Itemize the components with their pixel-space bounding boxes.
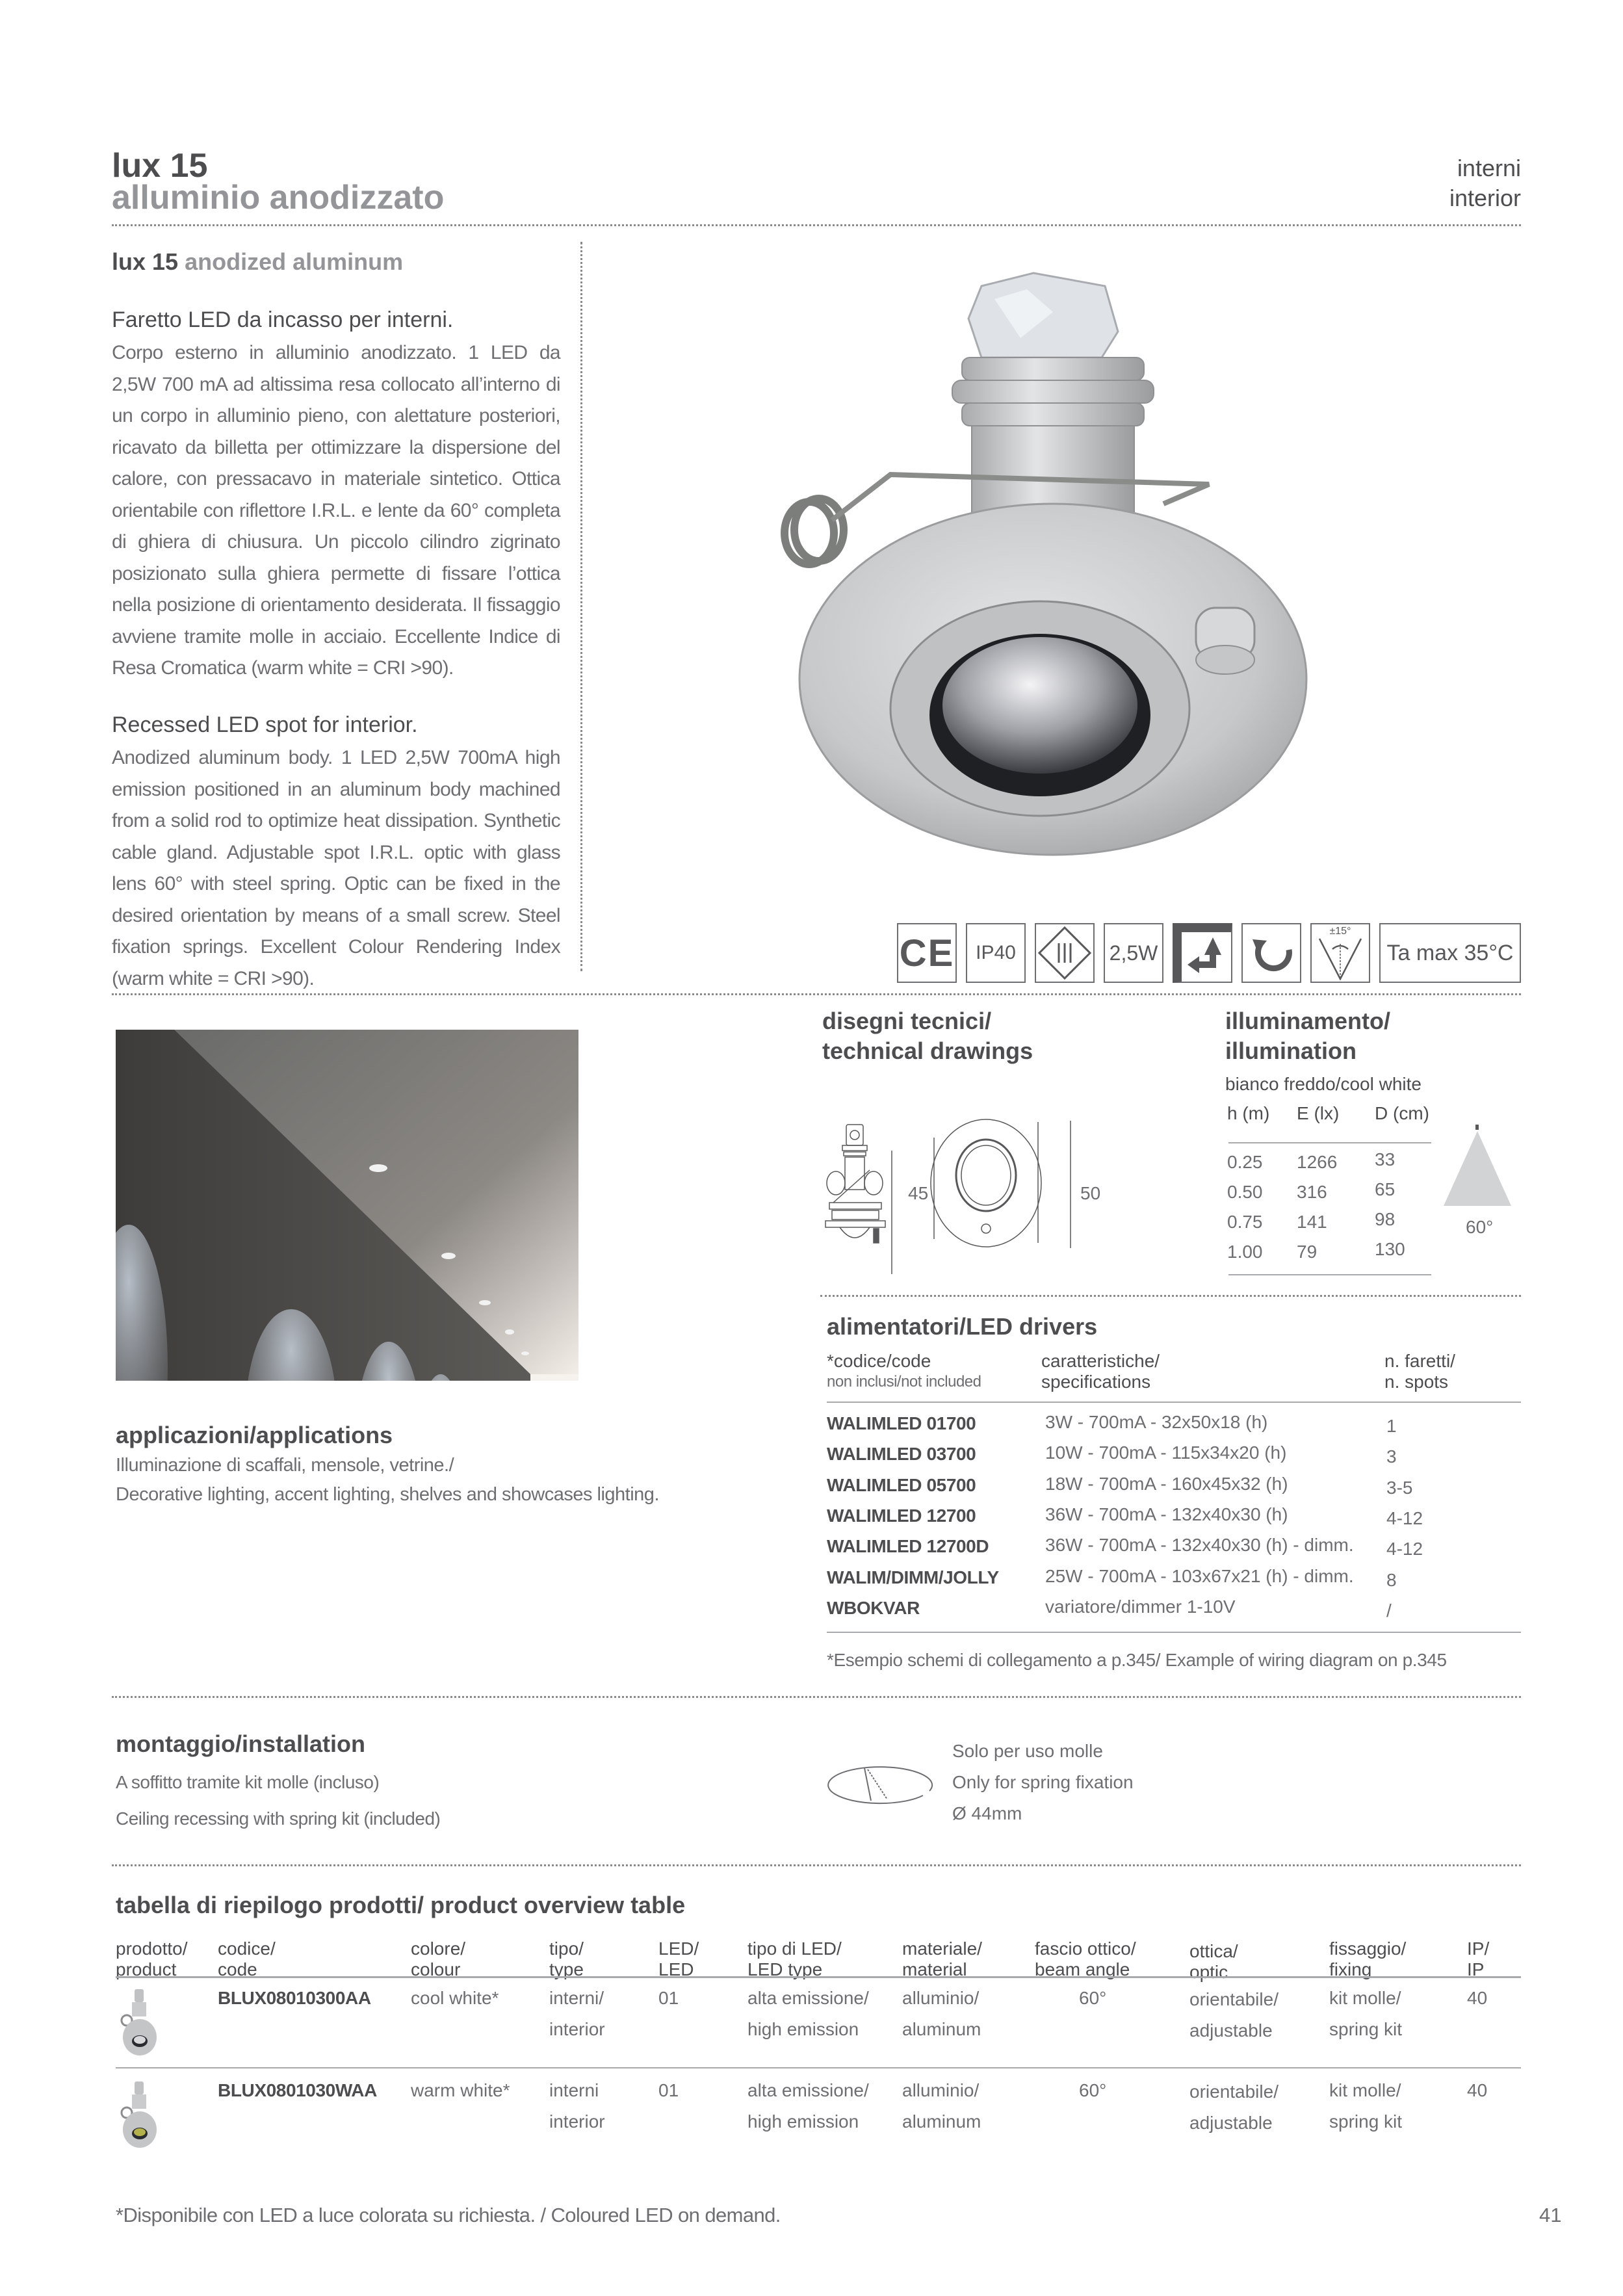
product-material-line: alluminio/	[902, 2080, 980, 2100]
product-material	[902, 2075, 981, 2137]
illum-illuminance: 79	[1297, 1242, 1318, 1262]
ambient-temp-icon: Ta max 35°C	[1379, 923, 1521, 983]
illum-diameter: 130	[1375, 1239, 1405, 1259]
beam-angle-label: 60°	[1466, 1217, 1494, 1237]
applications-line-en: Decorative lighting, accent lighting, shelves and showcases lighting.	[116, 1484, 659, 1505]
product-optic-line: adjustable	[1189, 2113, 1273, 2133]
driver-spots: 3-5	[1386, 1477, 1413, 1498]
overview-col-label: LED/	[658, 1938, 699, 1959]
driver-code: WBOKVAR	[827, 1597, 920, 1618]
illum-header-rule	[1228, 1142, 1431, 1143]
driver-spec: variatore/dimmer 1-10V	[1045, 1596, 1236, 1617]
application-photo	[116, 1030, 578, 1381]
illum-col-d: D (cm)	[1375, 1103, 1429, 1123]
drivers-footer-rule	[827, 1632, 1521, 1633]
cutout-diameter: Ø 44mm	[952, 1803, 1022, 1823]
product-optic-line: adjustable	[1189, 2020, 1273, 2041]
overview-header-rule	[116, 1976, 1521, 1978]
overview-col-label: IP	[1467, 1959, 1485, 1979]
installation-line-en: Ceiling recessing with spring kit (included)	[116, 1808, 441, 1829]
footer-note: *Disponibile con LED a luce colorata su richiesta. / Coloured LED on demand.	[116, 2204, 781, 2226]
product-fixing	[1329, 2075, 1402, 2137]
installation-line-it: A soffitto tramite kit molle (incluso)	[116, 1772, 380, 1792]
ce-mark-icon: CE	[897, 923, 957, 983]
driver-spots: 1	[1386, 1416, 1397, 1436]
dimension-diameter: 50	[1080, 1183, 1101, 1203]
driver-code: WALIMLED 03700	[827, 1444, 976, 1465]
class-iii-icon	[1035, 923, 1095, 983]
drivers-header-rule	[827, 1402, 1521, 1403]
product-ip: 40	[1467, 2080, 1488, 2100]
overview-col-led	[658, 1938, 699, 1980]
product-beam-angle: 60°	[1079, 1988, 1107, 2008]
recessed-ceiling-icon	[1173, 923, 1232, 983]
product-led-type-line: alta emissione/	[747, 2080, 869, 2100]
overview-col-label: optic	[1189, 1962, 1228, 1982]
applications-title: applicazioni/applications	[116, 1422, 393, 1448]
overview-col-label: type	[549, 1959, 584, 1979]
power-icon: 2,5W	[1104, 923, 1163, 983]
overview-col-label: material	[902, 1959, 967, 1979]
product-code: BLUX08010300AA	[218, 1988, 371, 2008]
illum-height: 0.75	[1227, 1212, 1263, 1232]
product-led-count: 01	[658, 1988, 679, 2008]
product-optic	[1189, 1984, 1279, 2046]
product-type-line: interior	[549, 2019, 605, 2039]
illumination-subtitle: bianco freddo/cool white	[1225, 1074, 1422, 1094]
spring-fixation-icon	[825, 1762, 942, 1807]
tilt-angle-icon: ±15°	[1310, 923, 1370, 983]
overview-divider	[112, 1864, 1521, 1866]
product-thumbnail	[119, 2079, 158, 2149]
driver-code: WALIMLED 12700D	[827, 1536, 989, 1557]
illum-diameter: 33	[1375, 1149, 1396, 1169]
overview-col-label: tipo di LED/	[747, 1938, 842, 1959]
illumination-title	[1225, 1006, 1390, 1066]
technical-drawing	[820, 1118, 1158, 1274]
overview-col-label: materiale/	[902, 1938, 982, 1959]
illum-footer-rule	[1228, 1274, 1431, 1275]
overview-col-label: prodotto/	[116, 1938, 188, 1959]
product-fixing	[1329, 1983, 1402, 2045]
installation-note-en: Only for spring fixation	[952, 1772, 1134, 1792]
category-it: interni	[1457, 155, 1521, 181]
driver-spec: 36W - 700mA - 132x40x30 (h) - dimm.	[1045, 1535, 1354, 1556]
overview-col-ip	[1467, 1938, 1489, 1980]
product-finish: alluminio anodizzato	[112, 179, 445, 216]
description-body-it: Corpo esterno in alluminio anodizzato. 1 LED da 2,5W 700 mA ad altissima resa collocato all’interno di un corpo in alluminio pieno, con alettature posteriori, ricavato da billetta per ottimizzare la dispersione del calore, con pressacavo in materiale sintetico. Ottica orientabile con riflettore I.R.L. e lente da 60° completa di ghiera di chiusura. Un piccolo cilindro zigrinato posizionato sulla ghiera permette di fissare l’ottica nella posizione di orientamento desiderata. Il fissaggio avviene tramite molle in acciaio. Eccellente Indice di Resa Cromatica (warm white = CRI >90).	[112, 342, 560, 679]
illum-diameter: 98	[1375, 1209, 1396, 1229]
subtitle-light: anodized aluminum	[185, 248, 404, 275]
driver-spec: 3W - 700mA - 32x50x18 (h)	[1045, 1412, 1268, 1432]
adjustable-rotation-icon	[1241, 923, 1301, 983]
product-colour: warm white*	[411, 2080, 510, 2100]
driver-spots: /	[1386, 1600, 1392, 1621]
product-led-type-line: alta emissione/	[747, 1988, 869, 2008]
illumination-title-it: illuminamento/	[1225, 1008, 1391, 1034]
overview-col-label: product	[116, 1959, 177, 1979]
overview-col-label: LED type	[747, 1959, 823, 1979]
driver-code: WALIMLED 12700	[827, 1505, 976, 1526]
overview-col-label: codice/	[218, 1938, 276, 1959]
overview-col-label: fascio ottico/	[1035, 1938, 1136, 1959]
illum-illuminance: 316	[1297, 1182, 1327, 1202]
overview-col-led-type	[747, 1938, 842, 1980]
drivers-col-spec-it: caratteristiche/	[1041, 1351, 1160, 1371]
drivers-title: alimentatori/LED drivers	[827, 1313, 1098, 1340]
overview-col-material	[902, 1938, 982, 1980]
overview-col-type	[549, 1938, 584, 1980]
overview-col-beam-angle	[1035, 1938, 1136, 1980]
drivers-col-spec	[1041, 1351, 1160, 1392]
product-type	[549, 1983, 605, 2045]
driver-spec: 10W - 700mA - 115x34x20 (h)	[1045, 1442, 1287, 1463]
product-material-line: aluminum	[902, 2111, 981, 2132]
driver-spec: 36W - 700mA - 132x40x30 (h)	[1045, 1504, 1288, 1524]
description-body-en: Anodized aluminum body. 1 LED 2,5W 700mA high emission positioned in an aluminum body machined from a solid rod to optimize heat dissipation. Synthetic cable gland. Adjustable spot I.R.L. optic with glass lens 60° with steel spring. Optic can be fixed in the desired orientation by means of a small screw. Steel fixation springs. Excellent Colour Rendering Index (warm white = CRI >90).	[112, 747, 560, 989]
technical-drawings-title	[822, 1006, 1033, 1066]
overview-col-label: LED	[658, 1959, 694, 1979]
illum-col-h: h (m)	[1227, 1103, 1270, 1123]
driver-code: WALIMLED 05700	[827, 1474, 976, 1495]
overview-col-colour	[411, 1938, 465, 1980]
driver-spec: 18W - 700mA - 160x45x32 (h)	[1045, 1473, 1288, 1494]
product-material-line: aluminum	[902, 2019, 981, 2039]
ip-rating-icon: IP40	[966, 923, 1026, 983]
description-heading-it: Faretto LED da incasso per interni.	[112, 307, 454, 332]
overview-col-label: fixing	[1329, 1959, 1372, 1979]
product-optic-line: orientabile/	[1189, 2081, 1279, 2102]
driver-spec: 25W - 700mA - 103x67x21 (h) - dimm.	[1045, 1565, 1354, 1586]
product-beam-angle: 60°	[1079, 2080, 1107, 2100]
overview-col-label: tipo/	[549, 1938, 584, 1959]
overview-col-fixing	[1329, 1938, 1406, 1980]
overview-col-label: fissaggio/	[1329, 1938, 1407, 1959]
product-fixing-line: spring kit	[1329, 2111, 1403, 2132]
driver-code: WALIMLED 01700	[827, 1413, 976, 1433]
drivers-col-code: *codice/code	[827, 1351, 931, 1371]
product-title: lux 15	[112, 147, 208, 185]
installation-note-it: Solo per uso molle	[952, 1741, 1103, 1761]
illum-height: 0.25	[1227, 1152, 1263, 1172]
driver-code: WALIM/DIMM/JOLLY	[827, 1567, 999, 1587]
overview-col-label: IP/	[1467, 1938, 1490, 1959]
illum-height: 1.00	[1227, 1242, 1263, 1262]
overview-col-label: colour	[411, 1959, 461, 1979]
product-subtitle	[112, 248, 403, 276]
driver-spots: 4-12	[1386, 1539, 1423, 1559]
illum-height: 0.50	[1227, 1182, 1263, 1202]
header-divider	[112, 224, 1521, 226]
product-fixing-line: kit molle/	[1329, 2080, 1401, 2100]
product-code: BLUX0801030WAA	[218, 2080, 377, 2100]
product-material	[902, 1983, 981, 2045]
installation-divider	[112, 1696, 1521, 1698]
driver-spots: 8	[1386, 1569, 1397, 1590]
drivers-col-spots	[1384, 1351, 1455, 1392]
applications-line-it: Illuminazione di scaffali, mensole, vetrine./	[116, 1455, 454, 1476]
illum-col-e: E (lx)	[1297, 1103, 1340, 1123]
product-material-line: alluminio/	[902, 1988, 980, 2008]
overview-col-code	[218, 1938, 276, 1980]
product-photo	[747, 260, 1332, 884]
overview-col-label: code	[218, 1959, 257, 1979]
product-thumbnail	[119, 1987, 158, 2057]
driver-spots: 3	[1386, 1446, 1397, 1467]
illum-illuminance: 141	[1297, 1212, 1327, 1232]
dimension-height: 45	[908, 1183, 929, 1203]
product-fixing-line: spring kit	[1329, 2019, 1403, 2039]
illum-diameter: 65	[1375, 1179, 1396, 1199]
overview-col-label: colore/	[411, 1938, 466, 1959]
technical-drawings-title-en: technical drawings	[822, 1037, 1033, 1064]
overview-row-rule	[116, 2067, 1521, 2068]
illumination-title-en: illumination	[1225, 1037, 1357, 1064]
product-optic-line: orientabile/	[1189, 1989, 1279, 2009]
drivers-col-code-note: non inclusi/not included	[827, 1373, 981, 1390]
overview-col-label: ottica/	[1189, 1941, 1238, 1961]
product-led-type-line: high emission	[747, 2111, 859, 2132]
beam-cone-icon	[1442, 1125, 1513, 1209]
overview-col-product	[116, 1938, 188, 1980]
illum-illuminance: 1266	[1297, 1152, 1338, 1172]
product-led-count: 01	[658, 2080, 679, 2100]
drivers-col-spots-en: n. spots	[1384, 1372, 1449, 1392]
overview-title: tabella di riepilogo prodotti/ product overview table	[116, 1892, 686, 1918]
installation-title: montaggio/installation	[116, 1730, 365, 1757]
product-colour: cool white*	[411, 1988, 499, 2008]
drivers-col-spec-en: specifications	[1041, 1372, 1151, 1392]
product-type-line: interni	[549, 2080, 599, 2100]
section-divider	[112, 993, 1521, 995]
product-type-line: interior	[549, 2111, 605, 2132]
product-fixing-line: kit molle/	[1329, 1988, 1401, 2008]
product-type-line: interni/	[549, 1988, 604, 2008]
illumination-divider	[820, 1295, 1521, 1297]
technical-drawings-title-it: disegni tecnici/	[822, 1008, 992, 1034]
product-led-type-line: high emission	[747, 2019, 859, 2039]
column-divider	[580, 242, 582, 971]
drivers-col-spots-it: n. faretti/	[1384, 1351, 1455, 1371]
product-type	[549, 2075, 605, 2137]
drivers-note: *Esempio schemi di collegamento a p.345/ Example of wiring diagram on p.345	[827, 1650, 1447, 1670]
page-number: 41	[1539, 2204, 1562, 2226]
product-led-type	[747, 1983, 869, 2045]
description-heading-en: Recessed LED spot for interior.	[112, 712, 418, 737]
product-optic	[1189, 2076, 1279, 2139]
driver-spots: 4-12	[1386, 1507, 1423, 1528]
product-ip: 40	[1467, 1988, 1488, 2008]
product-led-type	[747, 2075, 869, 2137]
subtitle-bold: lux 15	[112, 248, 179, 275]
overview-col-label: beam angle	[1035, 1959, 1130, 1979]
category-en: interior	[1449, 185, 1521, 211]
